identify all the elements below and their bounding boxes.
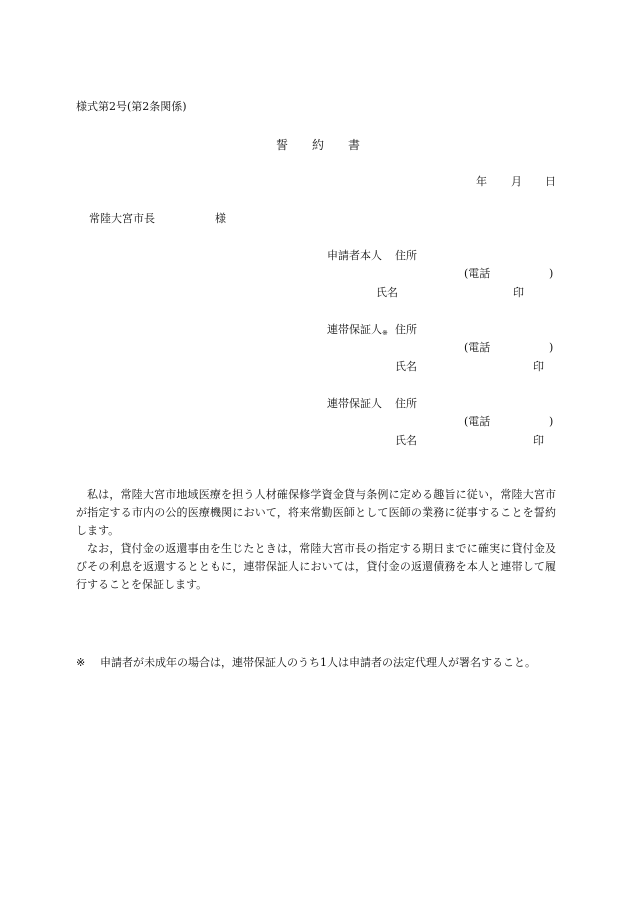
guarantor2-address-label: 住所 (395, 397, 417, 410)
date-month: 月 (511, 175, 522, 188)
guarantor2-name-label: 氏名 (395, 434, 417, 447)
document-title: 誓 約 書 (276, 138, 361, 152)
footnote-text: 申請者が未成年の場合は，連帯保証人のうち1人は申請者の法定代理人が署名すること。 (100, 656, 536, 669)
guarantor2-seal: 印 (533, 434, 544, 447)
applicant-name-label: 氏名 (376, 286, 398, 299)
date-day: 日 (545, 175, 556, 188)
guarantor1-phone-open: (電話 (464, 341, 491, 354)
addressee-name: 常陸大宮市長 (89, 212, 155, 225)
guarantor2-phone-close: ) (549, 415, 554, 428)
applicant-phone-close: ) (549, 267, 554, 280)
guarantor1-note-mark: ※ (382, 329, 388, 337)
guarantor1-name-label: 氏名 (395, 360, 417, 373)
applicant-address-label: 住所 (395, 249, 417, 262)
guarantor2-phone-open: (電話 (464, 415, 491, 428)
guarantor1-role: 連帯保証人$_※$ (327, 323, 388, 337)
pledge-paragraph-1: 私は，常陸大宮市地域医療を担う人材確保修学資金貸与条例に定める趣旨に従い，常陸大宮市が指定する市内の公的医療機関において，将来常勤医師として医師の業務に従事することを誓約します。 (76, 488, 556, 537)
applicant-seal: 印 (513, 286, 524, 299)
guarantor1-phone-close: ) (549, 341, 554, 354)
guarantor1-seal: 印 (533, 360, 544, 373)
applicant-role: 申請者本人 (327, 249, 382, 262)
applicant-phone-open: (電話 (464, 267, 491, 280)
pledge-paragraph-2: なお，貸付金の返還事由を生じたときは，常陸大宮市長の指定する期日までに確実に貸付金及びその利息を返還するとともに，連帯保証人においては，貸付金の返還債務を本人と連帯して履行することを保証します。 (76, 542, 556, 591)
footnote-mark: ※ (76, 656, 86, 669)
guarantor2-role: 連帯保証人 (327, 397, 382, 410)
addressee-honorific: 様 (215, 212, 226, 225)
guarantor1-address-label: 住所 (395, 323, 417, 336)
form-label: 様式第2号(第2条関係) (76, 100, 187, 113)
date-year: 年 (476, 175, 487, 188)
